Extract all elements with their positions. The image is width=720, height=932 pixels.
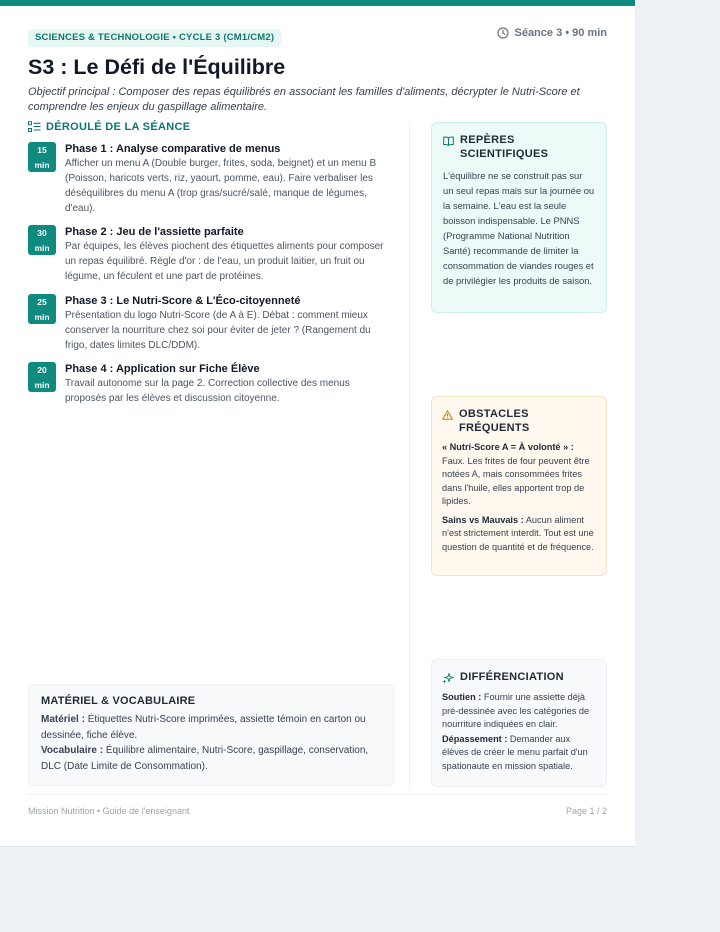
page-title: S3 : Le Défi de l'Équilibre	[28, 55, 286, 79]
differenciation-card	[431, 659, 607, 787]
phase-duration-badge	[28, 142, 56, 172]
phase-title: Phase 1 : Analyse comparative de menus	[65, 143, 281, 155]
phase-item	[28, 294, 393, 353]
phase-item	[28, 225, 393, 284]
phase-duration-badge	[28, 362, 56, 392]
obstacle-label: « Nutri-Score A = À volonté » :	[442, 442, 574, 452]
phase-description: Afficher un menu A (Double burger, frites, soda, beignet) et un menu B (Poisson, haricots verts, riz, yaourt, pomme, eau). Faire verbaliser les déséquilibres du menu A (trop gras/sucré/salé, manque de légumes, d'eau).	[65, 158, 377, 214]
phase-minutes: 20	[37, 365, 47, 375]
differenciation-heading	[442, 670, 596, 684]
column-divider	[409, 122, 410, 790]
materiel-box	[28, 684, 394, 786]
phase-item	[28, 362, 393, 406]
phase-duration-badge	[28, 225, 56, 255]
obstacles-heading-label: OBSTACLES FRÉQUENTS	[459, 408, 530, 434]
differenciation-text: Fournir une assiette déjà pré-dessinée avec les catégories de nourriture indiquées en clair.	[442, 692, 590, 729]
book-icon	[443, 136, 454, 146]
deroule-heading-label: DÉROULÉ DE LA SÉANCE	[46, 121, 191, 133]
reperes-heading	[443, 133, 595, 161]
vocabulaire-label: Vocabulaire :	[41, 745, 104, 756]
phase-duration-badge	[28, 294, 56, 324]
warning-icon	[442, 410, 453, 420]
materiel-line	[41, 712, 381, 743]
obstacle-text: Aucun aliment n'est strictement interdit. Tout est une question de quantité et de fréquence.	[442, 514, 594, 552]
obstacle-item	[442, 514, 596, 555]
phase-unit: min	[34, 159, 50, 170]
objective-text: Objectif principal : Composer des repas équilibrés en associant les familles d'aliments, décrypter le Nutri-Score et comprendre les enjeux du gaspillage alimentaire.	[28, 86, 580, 113]
differenciation-label: Soutien :	[442, 692, 482, 702]
footer-title: Mission Nutrition • Guide de l'enseignant	[28, 806, 190, 816]
reperes-text: L'équilibre ne se construit pas sur un seul repas mais sur la journée ou la semaine. L'eau est la seule boisson indispensable. Le PNNS (Programme National Nutrition Santé) recommande de limiter la consommation de viandes rouges et de privilégier les produits de saison.	[443, 170, 595, 286]
phase-minutes: 15	[37, 145, 47, 155]
obstacle-label: Sains vs Mauvais :	[442, 514, 524, 525]
phase-title: Phase 4 : Application sur Fiche Élève	[65, 363, 260, 375]
differenciation-item	[442, 733, 596, 774]
deroule-heading	[28, 121, 190, 133]
obstacles-card	[431, 396, 607, 576]
clock-icon	[497, 27, 509, 39]
phase-description: Travail autonome sur la page 2. Correction collective des menus proposés par les élèves et discussion citoyenne.	[65, 378, 350, 404]
page-number: Page 1 / 2	[565, 806, 607, 816]
obstacle-text: Faux. Les frites de four peuvent être notées A, mais consommées frites dans l'huile, elles apportent trop de lipides.	[442, 455, 590, 506]
obstacle-item	[442, 441, 596, 509]
session-label: Séance 3 • 90 min	[514, 27, 607, 39]
footer-divider	[28, 794, 607, 795]
vocabulaire-text: Équilibre alimentaire, Nutri-Score, gaspillage, conservation, DLC (Date Limite de Consommation).	[41, 745, 369, 772]
top-accent-bar	[0, 0, 635, 6]
phase-description: Présentation du logo Nutri-Score (de A à E). Débat : comment mieux conserver la nourriture chez soi pour éviter de jeter ? (Rangement du frigo, dates limites DLC/DDM).	[65, 310, 371, 351]
vocabulaire-line	[41, 743, 381, 774]
sparkles-icon	[442, 673, 454, 684]
materiel-heading: MATÉRIEL & VOCABULAIRE	[41, 695, 196, 707]
reperes-heading-label: REPÈRES SCIENTIFIQUES	[460, 134, 549, 160]
phase-description: Par équipes, les élèves piochent des étiquettes aliments pour composer un repas équilibré. Règle d'or : de l'eau, un produit laitier, un fruit ou légume, un féculent et une part de protéines.	[65, 241, 384, 282]
differenciation-label: Dépassement :	[442, 733, 508, 744]
obstacles-heading	[442, 407, 596, 435]
session-info	[497, 27, 607, 39]
phase-minutes: 30	[37, 228, 47, 238]
reperes-card	[431, 122, 607, 313]
subject-badge: SCIENCES & TECHNOLOGIE • CYCLE 3 (CM1/CM2)	[28, 29, 281, 47]
differenciation-item	[442, 691, 596, 732]
phase-unit: min	[34, 311, 50, 322]
differenciation-heading-label: DIFFÉRENCIATION	[460, 671, 564, 683]
phase-minutes: 25	[37, 297, 47, 307]
list-icon	[28, 121, 41, 133]
differenciation-text: Demander aux élèves de créer le menu parfait d'un spationaute en mission spatiale.	[442, 733, 588, 771]
phase-unit: min	[34, 379, 50, 390]
phase-unit: min	[34, 242, 50, 253]
materiel-text: Étiquettes Nutri-Score imprimées, assiette témoin en carton ou dessinée, fiche élève.	[41, 714, 366, 741]
phase-title: Phase 3 : Le Nutri-Score & L'Éco-citoyenneté	[65, 295, 301, 307]
materiel-label: Matériel :	[41, 714, 85, 725]
phase-item	[28, 142, 393, 216]
phase-title: Phase 2 : Jeu de l'assiette parfaite	[65, 226, 244, 238]
